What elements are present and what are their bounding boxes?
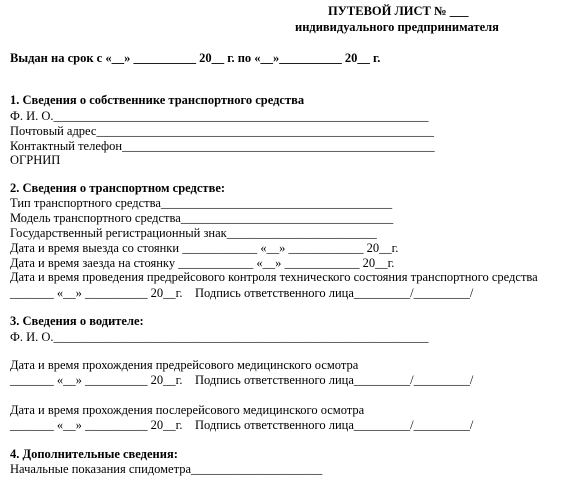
departure-datetime-field: Дата и время выезда со стоянки ____________ «__» ____________ 20__г. [10,241,399,255]
owner-ogrnip-field: ОГРНИП [10,153,61,167]
pre-trip-medical-signature: _______ «__» __________ 20__г. Подпись ответственного лица_________/_________/ [10,373,474,387]
section4-heading: 4. Дополнительные сведения: [10,447,178,461]
vehicle-model-field: Модель транспортного средства__________________________________ [10,211,394,225]
arrival-datetime-field: Дата и время заезда на стоянку ____________ «__» ____________ 20__г. [10,256,395,270]
vehicle-type-field: Тип транспортного средства_____________________________________ [10,196,393,210]
owner-fio-field: Ф. И. О.____________________________________________________________ [10,109,429,123]
owner-address-field: Почтовый адрес______________________________________________________ [10,124,434,138]
driver-fio-field: Ф. И. О.____________________________________________________________ [10,330,429,344]
odometer-start-field: Начальные показания спидометра_____________________ [10,462,323,476]
section1-heading: 1. Сведения о собственнике транспортного средства [10,93,305,107]
owner-phone-field: Контактный телефон__________________________________________________ [10,139,435,153]
technical-inspection-label: Дата и время проведения предрейсового контроля технического состояния транспортного средства [10,270,538,284]
section3-heading: 3. Сведения о водителе: [10,314,144,328]
vehicle-plate-field: Государственный регистрационный знак________________________ [10,226,377,240]
post-trip-medical-signature: _______ «__» __________ 20__г. Подпись ответственного лица_________/_________/ [10,418,474,432]
pre-trip-medical-label: Дата и время прохождения предрейсового медицинского осмотра [10,358,359,372]
section2-heading: 2. Сведения о транспортном средстве: [10,181,226,195]
issued-period: Выдан на срок с «__» __________ 20__ г. по «__»__________ 20__ г. [10,51,381,65]
form-title: ПУТЕВОЙ ЛИСТ № ___ [328,4,469,18]
technical-inspection-signature: _______ «__» __________ 20__г. Подпись ответственного лица_________/_________/ [10,286,474,300]
post-trip-medical-label: Дата и время прохождения послерейсового медицинского осмотра [10,403,365,417]
form-subtitle: индивидуального предпринимателя [295,20,499,34]
